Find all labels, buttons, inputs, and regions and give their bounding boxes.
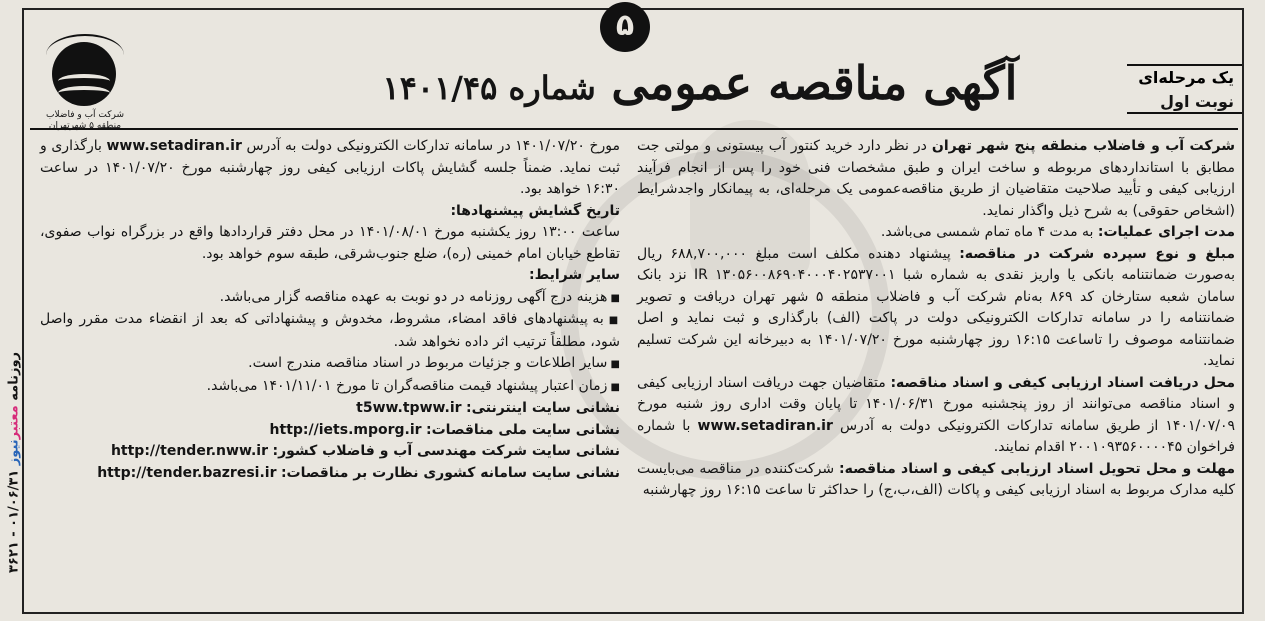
docs-site-link[interactable]: www.setadiran.ir	[697, 417, 833, 434]
left-column	[40, 136, 620, 484]
condition-item: ■ زمان اعتبار پیشنهاد قیمت مناقصه‌گران تا مورخ ۱۴۰۱/۱۱/۰۱ می‌باشد.	[40, 376, 620, 399]
continuation-paragraph	[40, 136, 620, 201]
website-link[interactable]: http://tender.nww.ir	[110, 443, 269, 459]
opening-text: ساعت ۱۳:۰۰ روز یکشنبه مورخ ۱۴۰۱/۰۸/۰۱ در محل دفتر قراردادها واقع در بزرگراه نواب صفوی، تقاطع خیابان امام خمینی (ره)، ضلع جنوب‌شرقی، طبقه سوم خواهد بود.	[40, 224, 621, 262]
duration-paragraph	[637, 222, 1235, 244]
newspaper-sidebar	[4, 330, 24, 600]
website-link[interactable]: http://tender.bazresi.ir	[97, 464, 277, 481]
intro-text: در نظر دارد خرید کنتور آب پیستونی و مولتی جت مطابق با استانداردهای مربوطه و ساخت ایران و طبق مشخصات فنی خود را پس از انجام فرآیند ارزیابی کیفی و تأیید صلاحیت متقاضیان از طریق مناقصه‌عمومی یک مرحله‌ای، به پیمانکار واجدشرایط (اشخاص حقوقی) به شرح ذیل واگذار نماید.	[637, 138, 1235, 219]
link-label: نشانی سایت اینترنتی:	[466, 400, 620, 416]
link-row	[40, 420, 620, 442]
condition-item: ■ هزینه درج آگهی روزنامه در دو نوبت به عهده مناقصه گزار می‌باشد.	[40, 287, 620, 310]
logo-caption: شرکت آب و فاضلاب منطقه ۵ شهرتهران	[45, 110, 125, 131]
conditions-label: سایر شرایط:	[529, 267, 620, 283]
newspaper-prefix: روزنامه	[6, 351, 22, 401]
link-row	[40, 441, 620, 463]
deadline-text: شرکت‌کننده در مناقصه می‌بایست کلیه مدارک مربوط به اسناد ارزیابی کیفی و پاکات (الف،ب،ج) را حداکثر تا ساعت ۱۶:۱۵ روز چهارشنبه	[637, 460, 1235, 498]
condition-item: ■ سایر اطلاعات و جزئیات مربوط در اسناد مناقصه مندرج است.	[40, 353, 620, 376]
opening-label: تاریخ گشایش پیشنهادها:	[450, 202, 620, 219]
badge-stage: یک مرحله‌ای	[1138, 68, 1234, 87]
company-logo	[40, 12, 130, 142]
website-link[interactable]: t5ww.tpww.ir	[356, 400, 462, 416]
docs-label: محل دریافت اسناد ارزیابی کیفی و اسناد مناقصه:	[890, 374, 1235, 391]
docs-text-2: با شماره فراخوان ۲۰۰۱۰۹۳۵۶۰۰۰۰۴۵ اقدام نمایند.	[637, 417, 1235, 455]
link-label: نشانی سایت سامانه کشوری نظارت بر مناقصات:	[280, 464, 620, 481]
link-label: نشانی سایت ملی مناقصات:	[426, 421, 620, 438]
link-row	[40, 398, 620, 420]
tender-type-badge	[1127, 64, 1242, 114]
cont-site-link[interactable]: www.setadiran.ir	[106, 138, 242, 154]
right-column	[637, 136, 1235, 502]
newspaper-brand-b: نیوز	[6, 439, 22, 466]
issue-number-badge: ۵	[600, 2, 650, 52]
company-name: شرکت آب و فاضلاب منطقه پنج شهر تهران	[931, 138, 1235, 154]
duration-text: به مدت ۴ ماه تمام شمسی می‌باشد.	[880, 224, 1098, 240]
badge-round: نوبت اول	[1160, 92, 1234, 111]
deadline-paragraph	[637, 459, 1235, 502]
cont-text: مورخ ۱۴۰۱/۰۷/۲۰ در سامانه تدارکات الکترونیکی دولت به آدرس	[246, 138, 620, 154]
guarantee-text: پیشنهاد دهنده مکلف است مبلغ ۶۸۸,۷۰۰,۰۰۰ ریال به‌صورت ضمانتنامه بانکی یا واریز نقدی به شماره شبا IR ۱۳۰۵۶۰۰۸۶۹۰۴۰۰۰۴۰۲۵۳۷۰۰۱ نزد بانک سامان شعبه ستارخان کد ۸۶۹ به‌نام شرکت آب و فاضلاب منطقه ۵ شهر تهران دریافت و تصویر ضمانتنامه را در سامانه تدارکات الکترونیکی دولت در پاکت (الف) بارگذاری و ثبت نماید و اصل ضمانتنامه موصوف را تاساعت ۱۶:۱۵ روز چهارشنبه مورخ ۱۴۰۱/۰۷/۲۰ به دبیرخانه این شرکت تسلیم نماید.	[637, 245, 1235, 369]
link-label: نشانی سایت شرکت مهندسی آب و فاضلاب کشور:	[272, 443, 620, 459]
website-link[interactable]: http://iets.mporg.ir	[269, 421, 422, 438]
title-main: آگهی مناقصه عمومی	[611, 56, 1018, 110]
logo-wave-icon	[58, 86, 110, 100]
title-number: شماره ۱۴۰۱/۴۵	[382, 69, 596, 107]
newspaper-credit	[7, 331, 22, 595]
link-row	[40, 463, 620, 485]
guarantee-paragraph	[637, 244, 1235, 373]
newspaper-issue: ۰۱/۰۶/۳۱ - ۳۶۲۱	[6, 469, 22, 574]
docs-paragraph	[637, 373, 1235, 459]
guarantee-label: مبلغ و نوع سپرده شرکت در مناقصه:	[959, 245, 1236, 262]
docs-text: متقاضیان جهت دریافت اسناد ارزیابی کیفی و اسناد مناقصه می‌توانند از روز پنجشنبه مورخ ۱۴۰۱/۰۶/۳۱ تا پایان وقت اداری روز شنبه مورخ ۱۴۰۱/۰۷/۰۹ از طریق سامانه تدارکات الکترونیکی دولت به آدرس	[637, 374, 1235, 434]
newspaper-brand-a: معتبر	[6, 405, 22, 440]
page-title	[300, 56, 1100, 110]
header-divider	[30, 128, 1238, 130]
duration-label: مدت اجرای عملیات:	[1097, 224, 1235, 240]
intro-paragraph	[637, 136, 1235, 222]
condition-item: ■ به پیشنهادهای فاقد امضاء، مشروط، مخدوش و پیشنهاداتی که بعد از انقضاء مدت مقرر واصل شود، مطلقاً ترتیب اثر داده نخواهد شد.	[40, 309, 620, 353]
cont-text-2: بارگذاری و ثبت نماید. ضمناً جلسه گشایش پاکات ارزیابی کیفی روز چهارشنبه مورخ ۱۴۰۱/۰۷/۲۰ در ساعت ۱۶:۳۰ خواهد بود.	[40, 138, 620, 197]
deadline-label: مهلت و محل تحویل اسناد ارزیابی کیفی و اسناد مناقصه:	[839, 460, 1235, 477]
